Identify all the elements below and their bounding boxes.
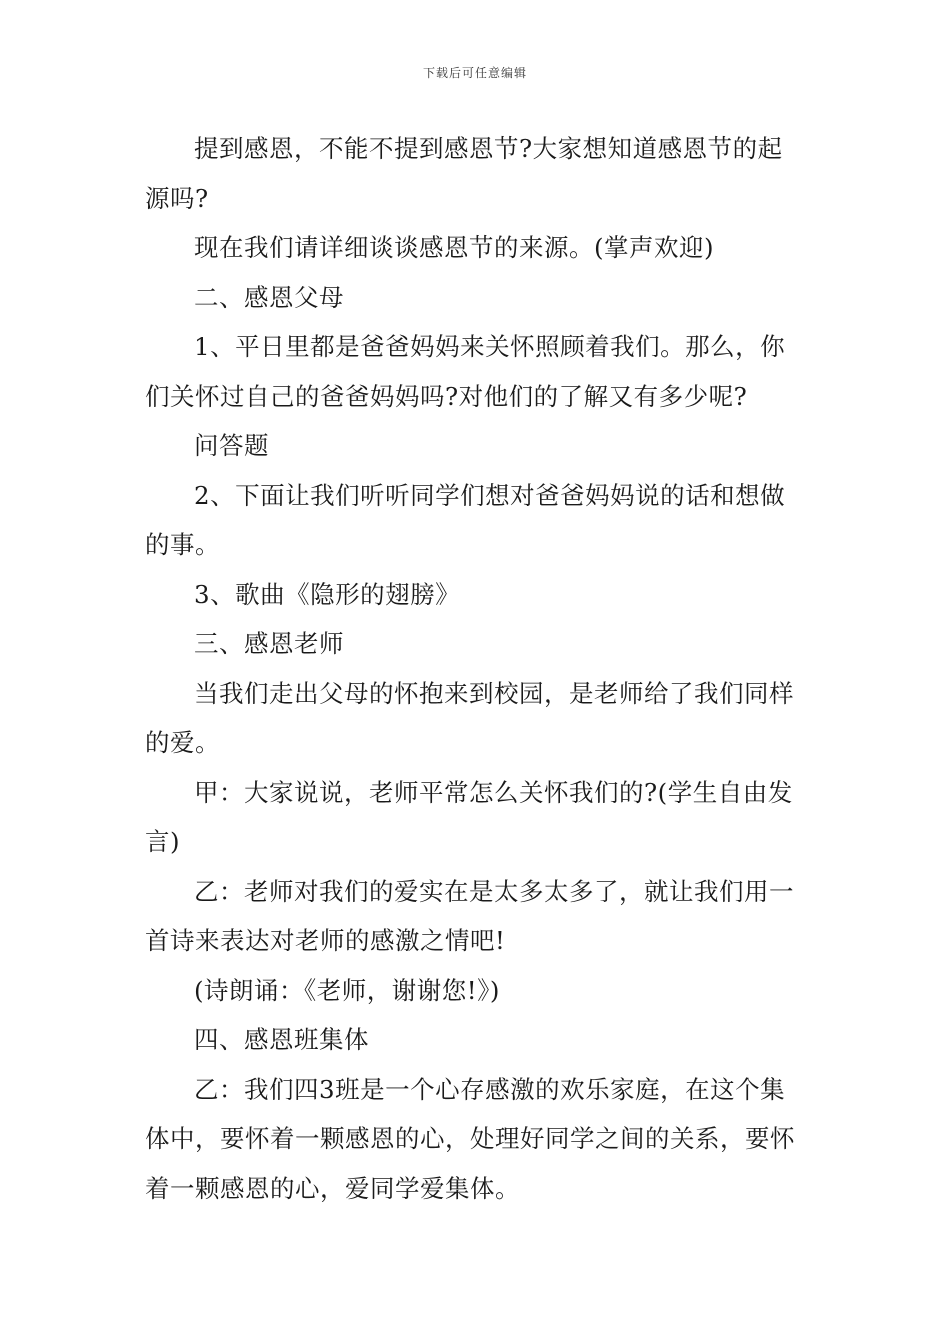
document-body bbox=[145, 124, 807, 1213]
section-heading-parents: 二、感恩父母 bbox=[194, 282, 344, 312]
paragraph-poem-recital: (诗朗诵：《老师，谢谢您!》) bbox=[194, 975, 500, 1005]
paragraph-speaker-yi-poem: 乙：老师对我们的爱实在是太多太多了，就让我们用一首诗来表达对老师的感激之情吧! bbox=[145, 876, 794, 955]
paragraph-quiz: 问答题 bbox=[194, 431, 269, 460]
paragraph-parents-care: 1、平日里都是爸爸妈妈来关怀照顾着我们。那么，你们关怀过自己的爸爸妈妈吗?对他们的了解又有多少呢? bbox=[145, 332, 786, 411]
paragraph-teachers-love: 当我们走出父母的怀抱来到校园，是老师给了我们同样的爱。 bbox=[145, 678, 794, 757]
paragraph-class-family: 乙：我们四3班是一个心存感激的欢乐家庭，在这个集体中，要怀着一颗感恩的心，处理好同学之间的关系，要怀着一颗感恩的心，爱同学爱集体。 bbox=[145, 1074, 795, 1203]
section-heading-class: 四、感恩班集体 bbox=[194, 1025, 369, 1054]
paragraph-song: 3、歌曲《隐形的翅膀》 bbox=[194, 579, 461, 609]
paragraph-speaker-jia: 甲：大家说说，老师平常怎么关怀我们的?(学生自由发言) bbox=[145, 777, 793, 856]
section-heading-teachers: 三、感恩老师 bbox=[194, 629, 344, 658]
paragraph-thanksgiving-source: 现在我们请详细谈谈感恩节的来源。(掌声欢迎) bbox=[194, 233, 715, 262]
page-header-note: 下载后可任意编辑 bbox=[422, 66, 527, 80]
paragraph-thanksgiving-origin: 提到感恩，不能不提到感恩节?大家想知道感恩节的起源吗? bbox=[145, 134, 783, 213]
paragraph-students-words: 2、下面让我们听听同学们想对爸爸妈妈说的话和想做的事。 bbox=[145, 480, 786, 559]
